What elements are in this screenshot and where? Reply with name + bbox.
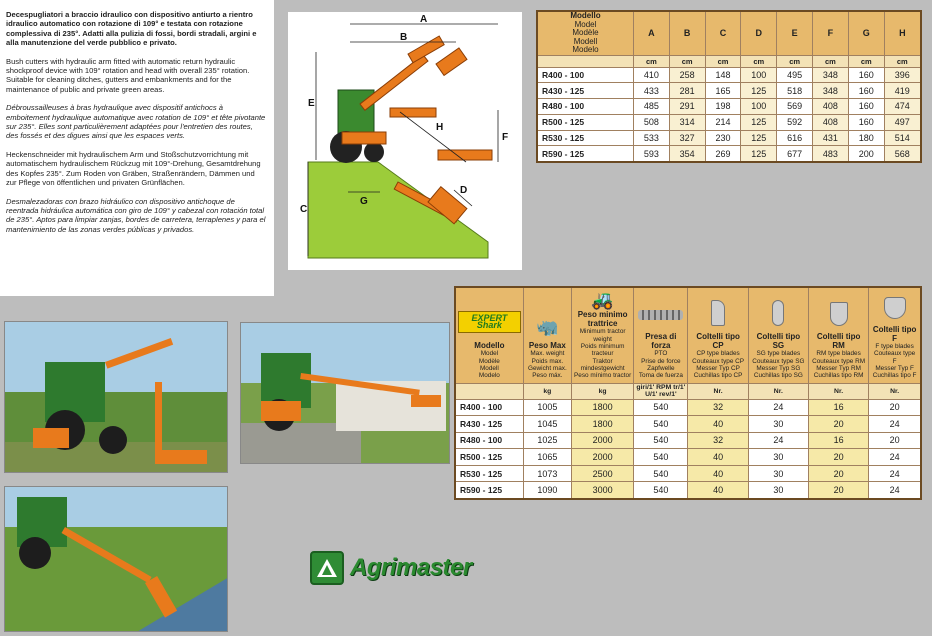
blade-sg-icon	[772, 300, 784, 326]
dim-label-d: D	[460, 185, 468, 196]
specs-header-pto: Presa di forza PTO Prise de force Zapfwelle Toma de fuerza	[634, 287, 688, 383]
specs-header-tractor-weight: 🚜 Peso minimo trattrice Minimum tractor weight Poids minimum tracteur Traktor mindestgewicht Peso mínimo tractor	[571, 287, 633, 383]
dim-label-h: H	[436, 122, 444, 133]
dimension-diagram	[288, 12, 522, 270]
table-row: R530 - 125 533 327 230 125 616 431 180 514	[537, 130, 921, 146]
table-row: R400 - 100 410 258 148 100 495 348 160 396	[537, 67, 921, 83]
pto-shaft-icon	[638, 310, 683, 320]
specs-header-blade-f: Coltelli tipo F F type blades Couteaux type F Messer Typ F Cuchillas tipo F	[869, 287, 921, 383]
dims-header-model: Modello Model Modèle Modell Modelo	[537, 11, 633, 55]
dim-label-a: A	[420, 14, 428, 25]
specs-header-blade-cp: Coltelli tipo CP CP type blades Couteaux type CP Messer Typ CP Cuchillas tipo CP	[688, 287, 748, 383]
specs-header-blade-rm: Coltelli tipo RM RM type blades Couteaux type RM Messer Typ RM Cuchillas tipo RM	[808, 287, 868, 383]
specs-unit-row: kg kg giri/1' RPM tr/1' U/1' rev/1' Nr. Nr. Nr. Nr.	[455, 383, 921, 399]
table-row: R590 - 125 593 354 269 125 677 483 200 568	[537, 146, 921, 162]
table-row: R500 - 125 1065 2000 540 40 30 20 24	[455, 449, 921, 466]
dims-header-g: G	[848, 11, 884, 55]
specs-table	[454, 286, 922, 500]
dim-label-e: E	[308, 98, 315, 109]
agrimaster-logo-text: Agrimaster	[350, 554, 472, 581]
dim-label-b: B	[400, 32, 408, 43]
tractor-icon: 🚜	[591, 290, 614, 311]
dim-label-c: C	[300, 204, 308, 215]
blade-f-icon	[884, 297, 906, 319]
description-italian: Decespugliatori a braccio idraulico con dispositivo antiurto a rientro idraulico automatico con rotazione di 109° e testata con rotazione complessiva di 235°. Adatti alla pulizia di fossi, bordi stradali, argini e alla manutenzione del verde pubblico e privato.	[6, 10, 257, 48]
photo-tractor-wall	[240, 322, 450, 464]
expert-shark-badge: EXPERT Shark	[458, 311, 521, 334]
dim-label-f: F	[502, 132, 509, 143]
dims-header-d: D	[741, 11, 777, 55]
description-panel	[0, 0, 274, 296]
agrimaster-mark-icon	[310, 551, 344, 585]
specs-header-weight: 🦏 Peso Max Max. weight Poids max. Gewicht max. Peso máx.	[523, 287, 571, 383]
rhino-icon: 🦏	[536, 317, 559, 338]
description-english: Bush cutters with hydraulic arm fitted with automatic return hydraulic shockproof device with 109° rotation and head with overall 235° rotation. Suitable for cleaning ditches, gutters and embankments and for the maintenance of public and private green areas.	[6, 56, 250, 94]
specs-header-model: EXPERT Shark Modello Model Modèle Modell Modelo	[455, 287, 523, 383]
dims-header-f: F	[813, 11, 849, 55]
table-row: R500 - 125 508 314 214 125 592 408 160 497	[537, 114, 921, 130]
table-row: R430 - 125 433 281 165 125 518 348 160 419	[537, 83, 921, 99]
blade-cp-icon	[711, 300, 725, 326]
dims-unit-row: cm cm cm cm cm cm cm cm	[537, 55, 921, 67]
table-row: R480 - 100 1025 2000 540 32 24 16 20	[455, 432, 921, 449]
photo-tractor-ditch	[4, 321, 228, 473]
specs-header-blade-sg: Coltelli tipo SG SG type blades Couteaux type SG Messer Typ SG Cuchillas tipo SG	[748, 287, 808, 383]
description-french: Débroussailleuses à bras hydraulique avec dispositif antichocs à emboitement hydraulique automatique avec rotation de 109° et tête pivotante sur 235°. Elles sont particulièrement adaptées pour l'entretien des routes, des fossés et des digues ainsi que les espaces verts.	[6, 103, 266, 141]
table-row: R400 - 100 1005 1800 540 32 24 16 20	[455, 399, 921, 416]
tractor-arm-diagram-illustration	[288, 12, 522, 270]
photo-tractor-canal	[4, 486, 228, 632]
description-german: Heckenschneider mit hydraulischem Arm und Stoßschutzvorrichtung mit automatischem hydraulischem Rückzug mit 109°-Drehung, Gesamtdrehung des Kopfes 235°. Zum Roden von Gräben, Straßenrändern, Dämmen und zur Pflege von öffentlichen und privaten Grünflächen.	[6, 149, 261, 188]
dims-header-e: E	[777, 11, 813, 55]
table-row: R530 - 125 1073 2500 540 40 30 20 24	[455, 465, 921, 482]
dim-label-g: G	[360, 196, 368, 207]
dimensions-table	[536, 10, 922, 163]
blade-rm-icon	[830, 302, 848, 326]
table-row: R430 - 125 1045 1800 540 40 30 20 24	[455, 416, 921, 433]
table-row: R590 - 125 1090 3000 540 40 30 20 24	[455, 482, 921, 499]
dims-header-h: H	[884, 11, 921, 55]
dims-header-c: C	[705, 11, 741, 55]
agrimaster-logo	[310, 549, 478, 587]
dims-header-b: B	[669, 11, 705, 55]
description-spanish: Desmalezadoras con brazo hidráulico con dispositivo antichoque de reentrada hidráulica automática con giro de 109° y cabezal con rotación total de 235°. Aptos para limpiar zanjas, bordes de carretera, terraplenes y para el mantenimiento de las zonas verdes públicas y privados.	[6, 196, 266, 234]
table-row: R480 - 100 485 291 198 100 569 408 160 474	[537, 99, 921, 115]
dims-header-a: A	[633, 11, 669, 55]
